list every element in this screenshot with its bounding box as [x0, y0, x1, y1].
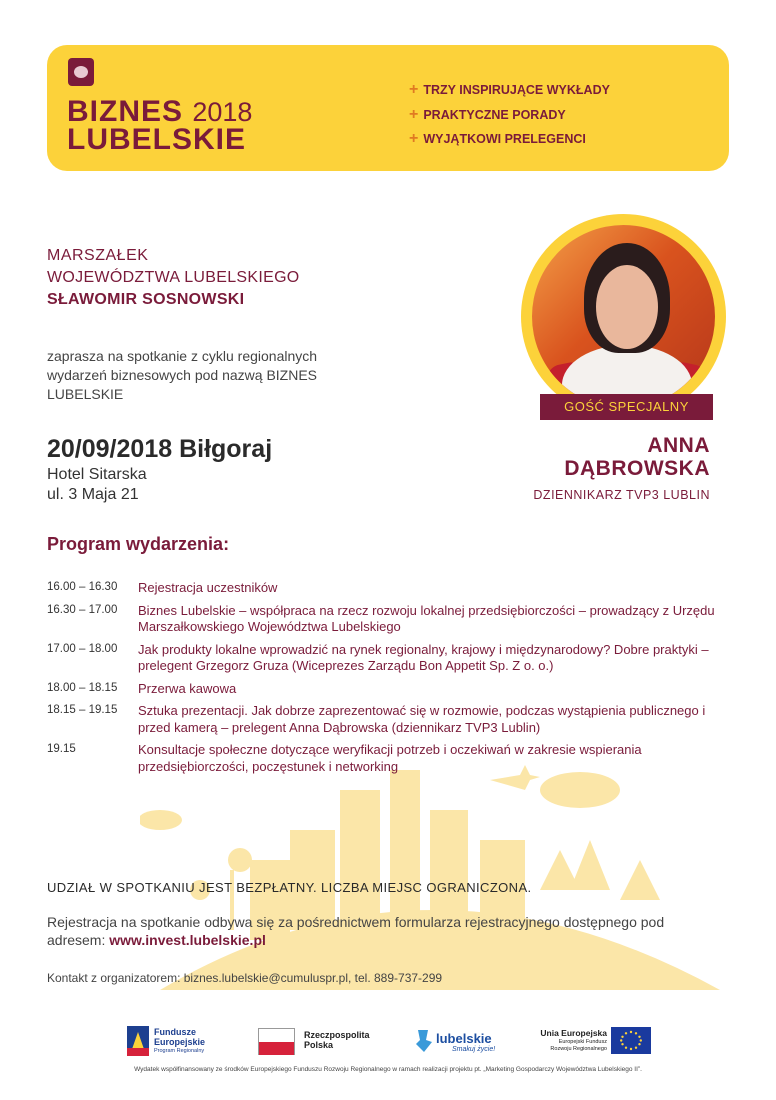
- program-row: [47, 703, 727, 736]
- header-banner: [47, 45, 729, 171]
- logo-lubelskie: lubelskie Smakuj życie!: [414, 1022, 514, 1062]
- polish-flag-icon: [258, 1028, 295, 1055]
- brand-word2: LUBELSKIE: [67, 123, 247, 156]
- host-title-line2: WOJEWÓDZTWA LUBELSKIEGO: [47, 269, 300, 286]
- plus-icon: +: [409, 130, 419, 147]
- venue-address: ul. 3 Maja 21: [47, 486, 139, 503]
- funding-footer: Wydatek współfinansowany ze środków Europejskiego Funduszu Rozwoju Regionalnego w ramach realizacji projektu pt. „Marketing Gospodarczy Województwa Lubelskiego II”.: [134, 1066, 642, 1073]
- program-desc: Konsultacje społeczne dotyczące weryfikacji potrzeb i oczekiwań w zakresie wspierania przedsiębiorczości, poczęstunek i networking: [138, 742, 642, 774]
- guest-first-name: ANNA: [647, 434, 710, 457]
- program-title: Program wydarzenia:: [47, 534, 230, 554]
- city-illustration: [140, 760, 720, 990]
- program-desc: Sztuka prezentacji. Jak dobrze zaprezentować się w rozmowie, podczas wystąpienia publicznego i przed kamerą – prelegent Anna Dąbrowska (dziennikarz TVP3 Lublin): [138, 703, 706, 735]
- program-row: [47, 681, 727, 698]
- program-desc: Biznes Lubelskie – współpraca na rzecz rozwoju lokalnej przedsiębiorczości – prowadzący z Urzędu Marszałkowskiego Województwa Lubelskiego: [138, 602, 715, 634]
- logo-fundusze-europejskie: Fundusze Europejskie Program Regionalny: [127, 1022, 227, 1062]
- logo-unia-europejska: Unia Europejska Europejski Fundusz Rozwoju Regionalnego: [535, 1022, 655, 1062]
- program-time: 16.00 – 16.30: [47, 581, 118, 593]
- brand-year: 2018: [192, 97, 253, 127]
- fe-star-icon: [127, 1026, 149, 1056]
- program-time: 18.15 – 19.15: [47, 704, 118, 716]
- program-row: [47, 603, 727, 636]
- registration-link[interactable]: www.invest.lubelskie.pl: [109, 932, 266, 948]
- program-time: 17.00 – 18.00: [47, 642, 118, 655]
- program-time: 16.30 – 17.00: [47, 603, 118, 616]
- feature-item: + PRAKTYCZNE PORADY: [409, 105, 566, 123]
- program-row: [47, 580, 727, 597]
- host-title-line1: MARSZAŁEK: [47, 247, 149, 264]
- host-name: SŁAWOMIR SOSNOWSKI: [47, 291, 245, 308]
- feature-item: + TRZY INSPIRUJĄCE WYKŁADY: [409, 81, 610, 98]
- program-row: [47, 642, 727, 675]
- guest-photo-frame: [521, 214, 726, 419]
- program-desc: Jak produkty lokalne wprowadzić na rynek regionalny, krajowy i międzynarodowy? Dobre praktyki – prelegent Grzegorz Gruza (Wiceprezes Zarządu Bon Appetit Sp. Z o. o.): [138, 641, 709, 673]
- brand-word1: BIZNES: [67, 95, 184, 128]
- program-time: 19.15: [47, 743, 76, 755]
- logo-rzeczpospolita-polska: Rzeczpospolita Polska: [258, 1022, 378, 1062]
- guest-role: DZIENNIKARZ TVP3 LUBLIN: [533, 488, 710, 502]
- sponsor-logos: [0, 1022, 776, 1062]
- free-entry-notice: UDZIAŁ W SPOTKANIU JEST BEZPŁATNY. LICZBA MIEJSC OGRANICZONA.: [47, 880, 532, 895]
- venue-name: Hotel Sitarska: [47, 466, 147, 483]
- registration-text: Rejestracja na spotkanie odbywa się za pośrednictwem formularza rejestracyjnego dostępnego pod adresem:: [47, 914, 665, 948]
- plus-icon: +: [409, 105, 419, 123]
- program-row: [47, 742, 727, 775]
- guest-photo: [532, 225, 715, 408]
- contact-info: Kontakt z organizatorem: biznes.lubelskie@cumuluspr.pl, tel. 889-737-299: [47, 971, 443, 985]
- program-desc: Rejestracja uczestników: [138, 580, 278, 595]
- program-schedule: [47, 580, 727, 781]
- registration-info: [47, 913, 667, 949]
- invitation-text: zaprasza na spotkanie z cyklu regionalnych wydarzeń biznesowych pod nazwą BIZNES LUBELSKIE: [47, 348, 318, 402]
- plus-icon: +: [409, 81, 419, 98]
- event-date-place: 20/09/2018 Biłgoraj: [47, 435, 273, 463]
- program-desc: Przerwa kawowa: [138, 680, 237, 696]
- feature-list: [409, 81, 610, 155]
- feature-item: + WYJĄTKOWI PRELEGENCI: [409, 130, 586, 147]
- program-time: 18.00 – 18.15: [47, 681, 118, 694]
- guest-last-name: DĄBROWSKA: [564, 457, 710, 480]
- eu-flag-icon: [611, 1027, 651, 1054]
- lubelskie-mark-icon: [414, 1028, 434, 1054]
- brand-logo-icon: [68, 58, 94, 86]
- guest-badge: GOŚĆ SPECJALNY: [540, 394, 713, 420]
